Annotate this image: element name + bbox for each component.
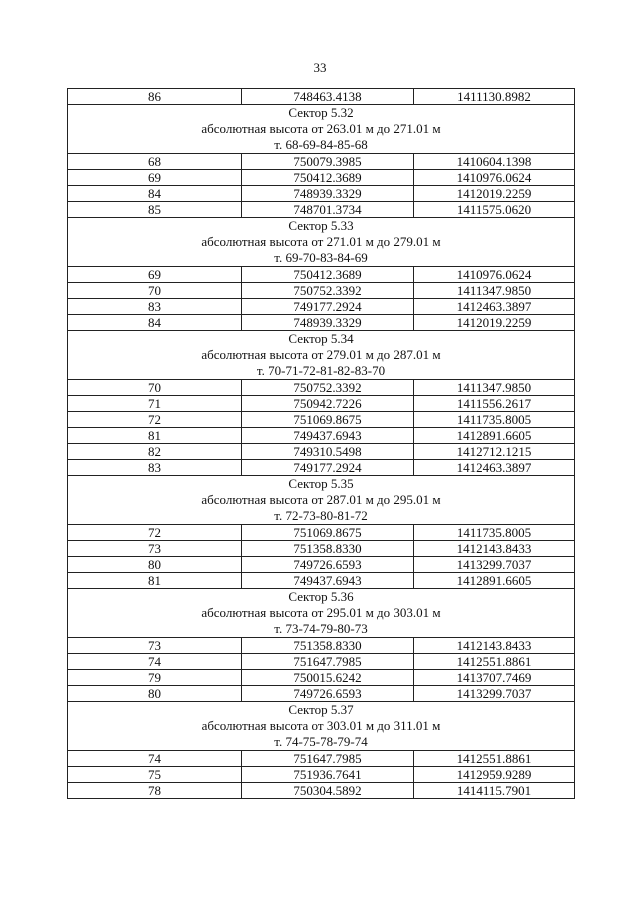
point-sequence: т. 69-70-83-84-69 (274, 250, 368, 265)
point-id-cell: 79 (68, 670, 242, 686)
altitude-range: абсолютная высота от 279.01 м до 287.01 м (201, 347, 441, 362)
x-coordinate-cell: 751936.7641 (242, 767, 414, 783)
table-row (68, 267, 575, 283)
sector-header (68, 105, 575, 154)
point-id-cell: 83 (68, 460, 242, 476)
table-row (68, 170, 575, 186)
coordinates-table-body (68, 89, 575, 799)
x-coordinate-cell: 750079.3985 (242, 154, 414, 170)
point-id-cell: 71 (68, 396, 242, 412)
point-id-cell: 80 (68, 686, 242, 702)
table-row (68, 154, 575, 170)
sector-title: Сектор 5.32 (288, 105, 354, 120)
x-coordinate-cell: 750015.6242 (242, 670, 414, 686)
sector-header-row (68, 331, 575, 380)
y-coordinate-cell: 1412019.2259 (414, 315, 575, 331)
table-row (68, 396, 575, 412)
table-row (68, 686, 575, 702)
y-coordinate-cell: 1412551.8861 (414, 751, 575, 767)
point-id-cell: 69 (68, 267, 242, 283)
point-id-cell: 82 (68, 444, 242, 460)
table-row (68, 89, 575, 105)
y-coordinate-cell: 1412143.8433 (414, 638, 575, 654)
sector-header (68, 702, 575, 751)
x-coordinate-cell: 751358.8330 (242, 638, 414, 654)
point-id-cell: 84 (68, 315, 242, 331)
y-coordinate-cell: 1413299.7037 (414, 557, 575, 573)
x-coordinate-cell: 749726.6593 (242, 686, 414, 702)
altitude-range: абсолютная высота от 271.01 м до 279.01 м (201, 234, 441, 249)
sector-header (68, 331, 575, 380)
table-row (68, 541, 575, 557)
x-coordinate-cell: 751647.7985 (242, 654, 414, 670)
table-row (68, 767, 575, 783)
y-coordinate-cell: 1412143.8433 (414, 541, 575, 557)
y-coordinate-cell: 1411575.0620 (414, 202, 575, 218)
point-sequence: т. 74-75-78-79-74 (274, 734, 368, 749)
table-row (68, 315, 575, 331)
point-sequence: т. 72-73-80-81-72 (274, 508, 368, 523)
y-coordinate-cell: 1410976.0624 (414, 170, 575, 186)
altitude-range: абсолютная высота от 295.01 м до 303.01 м (201, 605, 441, 620)
table-row (68, 444, 575, 460)
y-coordinate-cell: 1411735.8005 (414, 412, 575, 428)
y-coordinate-cell: 1412891.6605 (414, 573, 575, 589)
point-id-cell: 70 (68, 283, 242, 299)
point-id-cell: 83 (68, 299, 242, 315)
y-coordinate-cell: 1412463.3897 (414, 460, 575, 476)
x-coordinate-cell: 748939.3329 (242, 315, 414, 331)
x-coordinate-cell: 750942.7226 (242, 396, 414, 412)
y-coordinate-cell: 1412891.6605 (414, 428, 575, 444)
sector-title: Сектор 5.37 (288, 702, 354, 717)
y-coordinate-cell: 1412959.9289 (414, 767, 575, 783)
point-id-cell: 75 (68, 767, 242, 783)
point-id-cell: 73 (68, 638, 242, 654)
x-coordinate-cell: 748701.3734 (242, 202, 414, 218)
table-row (68, 670, 575, 686)
x-coordinate-cell: 749310.5498 (242, 444, 414, 460)
point-id-cell: 68 (68, 154, 242, 170)
table-row (68, 751, 575, 767)
point-id-cell: 72 (68, 525, 242, 541)
sector-header-row (68, 589, 575, 638)
x-coordinate-cell: 750752.3392 (242, 380, 414, 396)
y-coordinate-cell: 1410976.0624 (414, 267, 575, 283)
sector-header-row (68, 476, 575, 525)
x-coordinate-cell: 749726.6593 (242, 557, 414, 573)
point-id-cell: 74 (68, 751, 242, 767)
table-row (68, 654, 575, 670)
y-coordinate-cell: 1412712.1215 (414, 444, 575, 460)
y-coordinate-cell: 1412463.3897 (414, 299, 575, 315)
point-id-cell: 86 (68, 89, 242, 105)
y-coordinate-cell: 1411556.2617 (414, 396, 575, 412)
x-coordinate-cell: 751358.8330 (242, 541, 414, 557)
sector-header (68, 589, 575, 638)
sector-header-row (68, 105, 575, 154)
page-number: 33 (313, 60, 327, 75)
x-coordinate-cell: 750412.3689 (242, 170, 414, 186)
table-row (68, 412, 575, 428)
table-row (68, 202, 575, 218)
table-row (68, 460, 575, 476)
y-coordinate-cell: 1411347.9850 (414, 283, 575, 299)
x-coordinate-cell: 750412.3689 (242, 267, 414, 283)
point-id-cell: 85 (68, 202, 242, 218)
y-coordinate-cell: 1411735.8005 (414, 525, 575, 541)
x-coordinate-cell: 749437.6943 (242, 428, 414, 444)
table-row (68, 638, 575, 654)
table-row (68, 299, 575, 315)
y-coordinate-cell: 1412019.2259 (414, 186, 575, 202)
table-row (68, 428, 575, 444)
sector-header-row (68, 702, 575, 751)
sector-title: Сектор 5.36 (288, 589, 354, 604)
x-coordinate-cell: 748463.4138 (242, 89, 414, 105)
point-id-cell: 74 (68, 654, 242, 670)
y-coordinate-cell: 1413707.7469 (414, 670, 575, 686)
point-id-cell: 69 (68, 170, 242, 186)
altitude-range: абсолютная высота от 303.01 м до 311.01 м (201, 718, 441, 733)
point-id-cell: 78 (68, 783, 242, 799)
x-coordinate-cell: 751069.8675 (242, 412, 414, 428)
y-coordinate-cell: 1410604.1398 (414, 154, 575, 170)
table-row (68, 380, 575, 396)
x-coordinate-cell: 749177.2924 (242, 460, 414, 476)
x-coordinate-cell: 751647.7985 (242, 751, 414, 767)
y-coordinate-cell: 1413299.7037 (414, 686, 575, 702)
x-coordinate-cell: 748939.3329 (242, 186, 414, 202)
sector-title: Сектор 5.34 (288, 331, 354, 346)
table-row (68, 283, 575, 299)
x-coordinate-cell: 749177.2924 (242, 299, 414, 315)
point-id-cell: 80 (68, 557, 242, 573)
point-id-cell: 81 (68, 428, 242, 444)
table-row (68, 557, 575, 573)
x-coordinate-cell: 751069.8675 (242, 525, 414, 541)
point-sequence: т. 73-74-79-80-73 (274, 621, 368, 636)
altitude-range: абсолютная высота от 287.01 м до 295.01 м (201, 492, 441, 507)
sector-header-row (68, 218, 575, 267)
x-coordinate-cell: 750304.5892 (242, 783, 414, 799)
x-coordinate-cell: 749437.6943 (242, 573, 414, 589)
table-row (68, 573, 575, 589)
point-sequence: т. 70-71-72-81-82-83-70 (256, 363, 386, 378)
table-row (68, 525, 575, 541)
sector-header (68, 476, 575, 525)
point-sequence: т. 68-69-84-85-68 (274, 137, 368, 152)
table-row (68, 783, 575, 799)
sector-title: Сектор 5.33 (288, 218, 354, 233)
sector-title: Сектор 5.35 (288, 476, 354, 491)
point-id-cell: 73 (68, 541, 242, 557)
x-coordinate-cell: 750752.3392 (242, 283, 414, 299)
coordinates-table (67, 88, 575, 799)
y-coordinate-cell: 1414115.7901 (414, 783, 575, 799)
point-id-cell: 81 (68, 573, 242, 589)
point-id-cell: 72 (68, 412, 242, 428)
y-coordinate-cell: 1412551.8861 (414, 654, 575, 670)
point-id-cell: 84 (68, 186, 242, 202)
y-coordinate-cell: 1411347.9850 (414, 380, 575, 396)
point-id-cell: 70 (68, 380, 242, 396)
table-row (68, 186, 575, 202)
y-coordinate-cell: 1411130.8982 (414, 89, 575, 105)
sector-header (68, 218, 575, 267)
altitude-range: абсолютная высота от 263.01 м до 271.01 м (201, 121, 441, 136)
